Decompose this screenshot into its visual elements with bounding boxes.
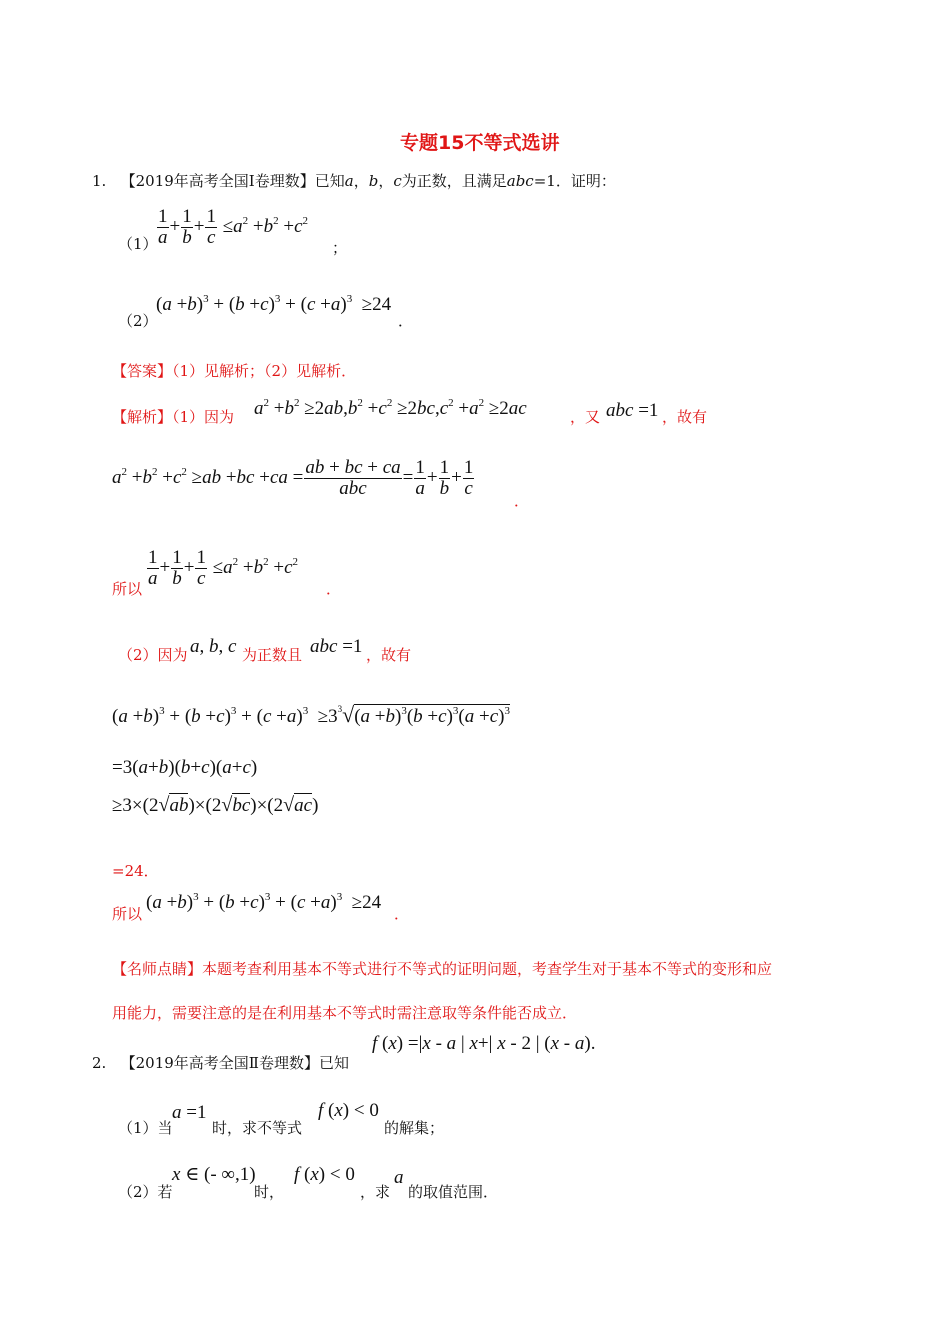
q1-part2-label: （2） [118, 312, 158, 330]
analysis-line3-formula: $\frac{1}{a}$ + $\frac{1}{b}$ + $\frac{1}{c}$ $\le a^2 +b^2 +c^2$ [148, 547, 298, 589]
analysis-p2-lead: （2）因为 [118, 646, 188, 664]
analysis-final-tail: ． [394, 905, 410, 923]
analysis-tag: 【解析】 [112, 408, 173, 426]
q2-part2-mid: 时， [254, 1183, 285, 1201]
remark-line1 [112, 958, 772, 979]
suoyi-2: 所以 [112, 905, 143, 923]
analysis-step-bound: ≥3×(2√ab)×(2√bc)×(2√ac) [112, 794, 319, 816]
analysis-step-product: =3(a+b)(b+c)(a+c) [112, 757, 258, 778]
analysis-text: （1）因为 [172, 408, 235, 426]
stem-text: ， [353, 172, 369, 190]
q1-part2-formula: $(a +b)^3 + (b +c)^3 + (c +a)^3 \ge 24$ [156, 293, 392, 315]
question-source: 【2019年高考全国Ⅰ卷理数】 [120, 172, 315, 190]
var-a-q2: a [394, 1167, 404, 1188]
var-c: c [393, 172, 402, 190]
analysis-p1-tail: ，故有 [662, 408, 708, 426]
answer-tag: 【答案】 [112, 362, 173, 380]
q2-part1-mid: 时，求不等式 [212, 1119, 303, 1137]
q2-part2-mid2: ，求 [360, 1183, 391, 1201]
stem-text: ， [378, 172, 394, 190]
analysis-p2-tail: ，故有 [366, 646, 412, 664]
analysis-amgm-formula: $(a +b)^3 + (b +c)^3 + (c +a)^3 \ge 3^3√(a +b)^3(b +c)^3(a +c)^3$ [112, 702, 510, 727]
q1-part2-tail: ． [398, 312, 414, 330]
q2-part1-label: （1）当 [118, 1119, 173, 1137]
analysis-line2-tail: ． [514, 492, 530, 510]
fx-lt-0: f (x) < 0 [318, 1100, 379, 1121]
analysis-p1-formula: $a^2 +b^2 \ge 2ab,b^2 +c^2 \ge 2bc,c^2 +a^2 \ge 2ac$ [254, 397, 527, 419]
analysis-p1-lead [112, 406, 234, 427]
analysis-line3-tail: ． [326, 580, 342, 598]
stem-text: 已知 [314, 172, 345, 190]
analysis-p2-mid: 为正数且 [242, 646, 303, 664]
question-2-stem [92, 1052, 349, 1073]
var-abc: abc [506, 172, 534, 190]
q1-part1-label: （1） [118, 235, 158, 253]
q2-part2-tail: 的取值范围． [408, 1183, 499, 1201]
question-1-stem [92, 170, 616, 191]
var-a: a [344, 172, 354, 190]
x-in-range: x ∈ (- ∞,1) [172, 1164, 256, 1185]
q1-part1-formula: $\frac{1}{a}$ + $\frac{1}{b}$ + $\frac{1}{c}$ $\le a^2 +b^2 +c^2$ [158, 206, 308, 248]
analysis-final-formula: $(a +b)^3 + (b +c)^3 + (c +a)^3 \ge 24$ [146, 891, 382, 913]
q2-part2-label: （2）若 [118, 1183, 173, 1201]
question-source: 【2019年高考全国Ⅱ卷理数】 [120, 1054, 319, 1072]
analysis-eq24: =24． [112, 862, 159, 880]
answer-line [112, 360, 356, 381]
page-title: 专题15不等式选讲 [400, 132, 560, 154]
analysis-line2-formula: $a^2 +b^2 +c^2 \ge ab +bc +ca$ = $\frac{ab + bc + ca}{\text{abc}}$ = $\frac{1}{a}$ + $\frac{1}{b}$ + $\frac{1}{c}$ [112, 457, 474, 499]
analysis-p1-mid: ，又 [570, 408, 601, 426]
remark-line2: 用能力，需要注意的是在利用基本不等式时需注意取等条件能否成立． [112, 1004, 578, 1022]
answer-text: （1）见解析；（2）见解析． [172, 362, 357, 380]
remark-tag: 【名师点睛】 [112, 960, 203, 978]
fx-lt-0-b: f (x) < 0 [294, 1164, 355, 1185]
a-eq-1: a =1 [172, 1102, 207, 1123]
var-b: b [368, 172, 379, 190]
q2-function-formula: f (x) =|x - a | x+| x - 2 | (x - a). [372, 1033, 596, 1054]
suoyi-1: 所以 [112, 580, 143, 598]
q1-part1-tail: ； [332, 239, 348, 257]
stem-text: 为正数，且满足 [401, 172, 507, 190]
stem-text: =1．证明： [533, 172, 616, 190]
stem-text: 已知 [319, 1054, 350, 1072]
question-number: 2. [92, 1054, 107, 1072]
abc-eq-1-b: abc =1 [310, 636, 363, 657]
var-abc-list: a, b, c [190, 636, 237, 657]
q2-part1-tail: 的解集； [384, 1119, 445, 1137]
question-number: 1. [92, 172, 107, 190]
abc-eq-1: abc =1 [606, 400, 659, 421]
remark-text: 本题考查利用基本不等式进行不等式的证明问题，考查学生对于基本不等式的变形和应 [202, 960, 773, 978]
